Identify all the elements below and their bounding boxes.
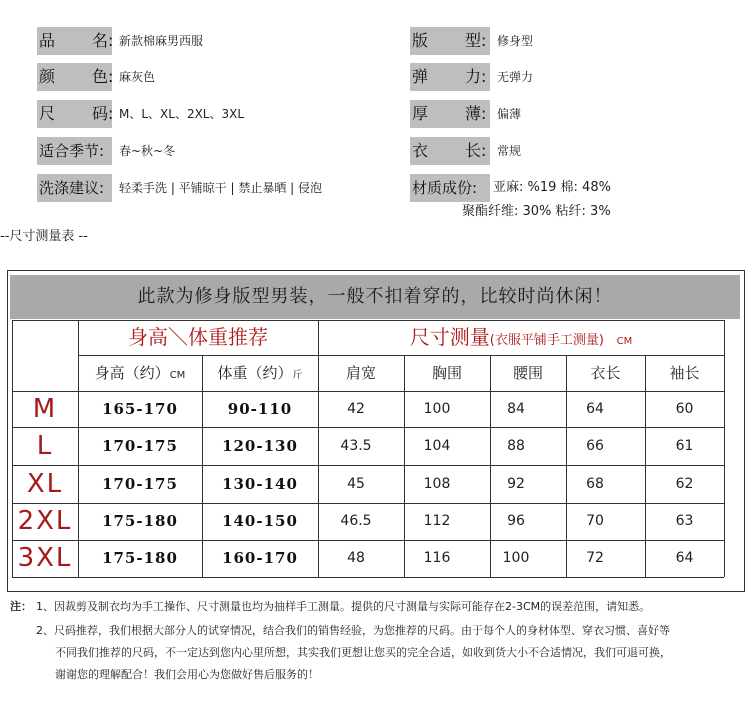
grid-line xyxy=(12,577,724,578)
weight-value: 140-150 xyxy=(222,512,298,530)
spec-label-fit: 版 型: xyxy=(410,27,490,55)
col-header-chest: 胸围 xyxy=(431,364,462,382)
weight-value: 160-170 xyxy=(222,549,298,567)
col-header-height: 身高（约）CM xyxy=(94,364,186,382)
spec-value-size: M、L、XL、2XL、3XL xyxy=(119,107,245,121)
spec-value-material: 亚麻: %19 棉: 48% xyxy=(493,180,611,195)
length-value: 64 xyxy=(586,401,604,417)
height-value: 170-175 xyxy=(102,437,178,455)
weight-value: 90-110 xyxy=(227,400,293,418)
notes-line-4: 谢谢您的理解配合！我们会用心为您做好售后服务的！ xyxy=(55,668,319,681)
spec-label-season: 适合季节: xyxy=(37,137,112,165)
notes-prefix: 注： xyxy=(10,600,32,613)
shoulder-value: 48 xyxy=(347,550,365,566)
col-header-shoulder: 肩宽 xyxy=(345,364,376,382)
chest-value: 104 xyxy=(423,438,451,454)
col-header-sleeve: 袖长 xyxy=(669,364,700,382)
height-value: 170-175 xyxy=(102,475,178,493)
size-label: M xyxy=(32,394,58,424)
table-banner: 此款为修身版型男装，一般不扣着穿的，比较时尚休闲！ xyxy=(10,275,740,319)
notes-line-1: 1、因裁剪及制衣均为手工操作、尺寸测量也均为抽样手工测量。提供的尺寸测量与实际可能存在2-3CM的误差范围，请知悉。 xyxy=(36,600,651,613)
sleeve-value: 62 xyxy=(675,476,694,492)
spec-value-fit: 修身型 xyxy=(497,34,534,48)
spec-label-elasticity: 弹 力: xyxy=(410,63,490,91)
height-value: 175-180 xyxy=(102,549,178,567)
sleeve-value: 60 xyxy=(675,401,694,417)
spec-label-size: 尺 码: xyxy=(37,100,112,128)
shoulder-value: 46.5 xyxy=(340,513,372,529)
col-header-waist: 腰围 xyxy=(512,364,543,382)
size-label: 2XL xyxy=(17,506,73,536)
group-header-height-weight: 身高＼体重推荐 xyxy=(128,325,268,349)
group-header-measurement: 尺寸测量(衣服平铺手工测量) CM xyxy=(409,325,633,349)
sleeve-value: 64 xyxy=(675,550,694,566)
size-label: XL xyxy=(26,469,64,499)
waist-value: 100 xyxy=(502,550,530,566)
height-value: 165-170 xyxy=(102,400,178,418)
col-header-weight: 体重（约）斤 xyxy=(217,364,303,382)
chest-value: 116 xyxy=(423,550,451,566)
spec-value-wash: 轻柔手洗 | 平铺晾干 | 禁止暴晒 | 侵泡 xyxy=(119,181,323,195)
grid-line xyxy=(724,320,725,577)
sleeve-value: 63 xyxy=(675,513,694,529)
waist-value: 84 xyxy=(507,401,525,417)
waist-value: 96 xyxy=(507,513,525,529)
chest-value: 112 xyxy=(423,513,451,529)
spec-value-name: 新款棉麻男西服 xyxy=(119,34,204,48)
chest-value: 108 xyxy=(423,476,451,492)
shoulder-value: 45 xyxy=(347,476,365,492)
notes-line-3: 不同我们推荐的尺码，不一定达到您内心里所想，其实我们更想让您买的完全合适，如收到货大小不合适情况，我们可退可换， xyxy=(55,646,671,659)
spec-label-color: 颜 色: xyxy=(37,63,112,91)
spec-label-material: 材质成份: xyxy=(410,174,490,202)
size-label: L xyxy=(36,431,54,461)
spec-label-name: 品 名: xyxy=(37,27,112,55)
length-value: 66 xyxy=(586,438,604,454)
length-value: 68 xyxy=(586,476,604,492)
section-title: --尺寸测量表 -- xyxy=(0,229,88,244)
shoulder-value: 43.5 xyxy=(340,438,372,454)
length-value: 70 xyxy=(586,513,604,529)
spec-label-thickness: 厚 薄: xyxy=(410,100,490,128)
waist-value: 88 xyxy=(507,438,525,454)
notes-line-2: 2、尺码推荐，我们根据大部分人的试穿情况，结合我们的销售经验，为您推荐的尺码。由于每个人的身材体型、穿衣习惯、喜好等 xyxy=(36,624,670,637)
col-header-length: 衣长 xyxy=(590,364,621,382)
spec-value-material-2: 聚酯纤维: 30% 粘纤: 3% xyxy=(462,204,611,219)
spec-value-length: 常规 xyxy=(497,144,522,158)
spec-value-color: 麻灰色 xyxy=(119,70,156,84)
sleeve-value: 61 xyxy=(675,438,694,454)
weight-value: 120-130 xyxy=(222,437,298,455)
waist-value: 92 xyxy=(507,476,525,492)
spec-value-thickness: 偏薄 xyxy=(497,107,522,121)
spec-label-wash: 洗涤建议: xyxy=(37,174,112,202)
length-value: 72 xyxy=(586,550,604,566)
height-value: 175-180 xyxy=(102,512,178,530)
shoulder-value: 42 xyxy=(347,401,365,417)
chest-value: 100 xyxy=(423,401,451,417)
spec-label-length: 衣 长: xyxy=(410,137,490,165)
weight-value: 130-140 xyxy=(222,475,298,493)
size-label: 3XL xyxy=(17,543,73,573)
spec-value-season: 春~秋~冬 xyxy=(119,144,176,158)
spec-value-elasticity: 无弹力 xyxy=(497,70,534,84)
